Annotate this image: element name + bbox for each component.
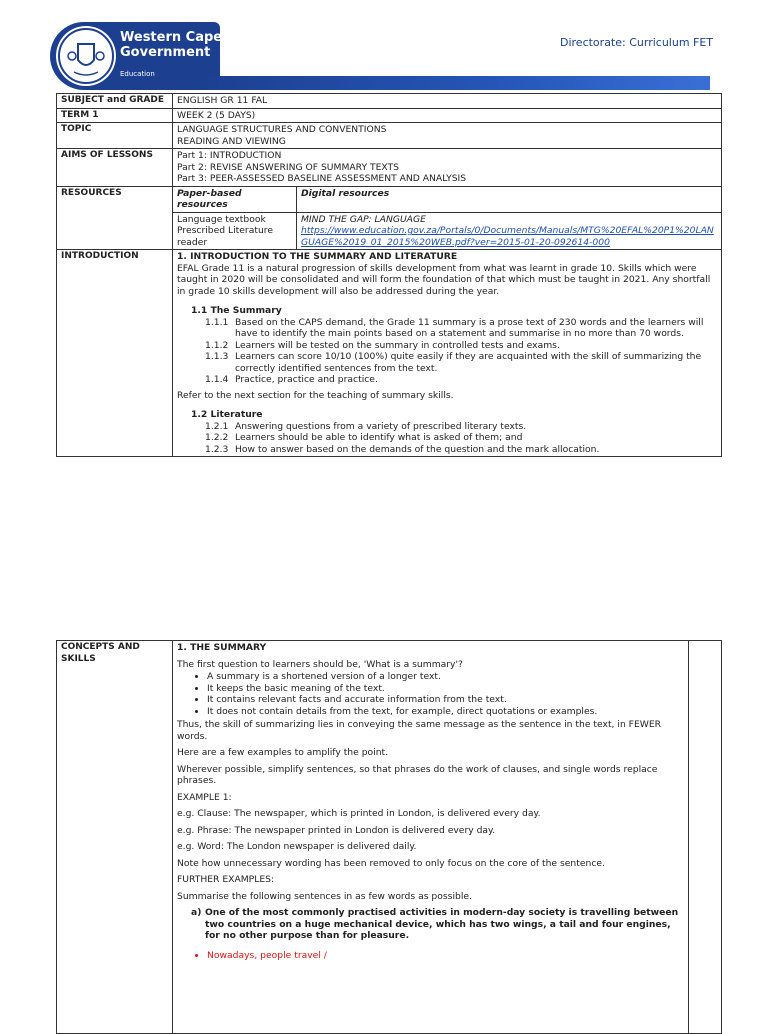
list-item: • It keeps the basic meaning of the text.	[207, 683, 684, 695]
thus-text: Thus, the skill of summarizing lies in conveying the same message as the sentence in the text, in FEWER words.	[177, 719, 662, 742]
paper-resources-heading: Paper-based resources	[173, 186, 297, 212]
logo-text-line3: Education	[120, 70, 155, 78]
summary-heading: 1. THE SUMMARY	[177, 642, 267, 653]
example1-label: EXAMPLE 1:	[177, 791, 232, 803]
example-phrase: e.g. Phrase: The newspaper printed in London is delivered every day.	[177, 824, 496, 836]
subject-label: SUBJECT and GRADE	[57, 94, 173, 109]
list-item: • A summary is a shortened version of a longer text.	[207, 671, 684, 683]
resources-label: RESOURCES	[57, 186, 173, 250]
resources-head-row	[57, 186, 722, 212]
concepts-label: CONCEPTS AND SKILLS	[57, 641, 173, 1034]
paper-resources-list	[173, 212, 297, 250]
digital-resource-title: MIND THE GAP: LANGUAGE	[301, 213, 426, 225]
list-item: 1.1.3 Learners can score 10/10 (100%) quite easily if they are acquainted with the skill of summarizing the correctly identified sentences from the text.	[205, 351, 702, 374]
question-a-label: a)	[191, 907, 202, 918]
list-item: 1.1.4 Practice, practice and practice.	[205, 374, 378, 385]
logo-text-line1: Western Cape	[120, 30, 223, 45]
examples-intro: Here are a few examples to amplify the point.	[177, 747, 389, 758]
aims-line3: Part 3: PEER-ASSESSED BASELINE ASSESSMENT AND ANALYSIS	[177, 173, 467, 184]
directorate-title: Directorate: Curriculum FET	[560, 36, 714, 49]
side-column	[689, 641, 722, 1034]
lesson-plan-table	[56, 93, 722, 457]
summary-list	[177, 317, 717, 386]
intro-paragraph: EFAL Grade 11 is a natural progression of skills development from what was learnt in grade 10. Skills which were taught in 2020 will be consolidated and will form the foundation of that which must be taught in 2021. Any shortfall in grade 10 skills development will also be addressed during the year.	[177, 262, 711, 297]
list-item: 1.2.2 Learners should be able to identify what is asked of them; and	[205, 432, 523, 443]
simplify-text: Wherever possible, simplify sentences, so that phrases do the work of clauses, and single words replace phrases.	[177, 763, 658, 786]
aims-line2: Part 2: REVISE ANSWERING OF SUMMARY TEXTS	[177, 161, 399, 173]
summary-bullet-list	[177, 671, 684, 717]
logo-text-line2: Government	[120, 45, 211, 60]
note-text: Note how unnecessary wording has been removed to only focus on the core of the sentence.	[177, 857, 605, 869]
question-a-text: One of the most commonly practised activities in modern-day society is travelling between two countries on a huge mechanical device, which has two wings, a tail and four engines, for no other purpose than for pleasure.	[205, 907, 679, 941]
topic-value	[173, 123, 722, 149]
aims-value	[173, 149, 722, 187]
introduction-content	[173, 250, 722, 457]
summary-subheading: 1.1 The Summary	[191, 305, 282, 316]
concepts-table	[56, 640, 722, 1034]
summary-question: The first question to learners should be, 'What is a summary'?	[177, 658, 463, 670]
subject-row	[57, 94, 722, 109]
list-item: • It does not contain details from the text, for example, direct quotations or examples.	[207, 706, 684, 718]
introduction-row	[57, 250, 722, 457]
literature-list	[177, 421, 717, 456]
page-header	[0, 0, 768, 92]
concepts-content	[173, 641, 689, 1034]
answer-list	[177, 950, 684, 962]
list-item: 1.2.3 How to answer based on the demands of the question and the mark allocation.	[205, 443, 600, 455]
paper-resource-item: Prescribed Literature reader	[177, 225, 273, 248]
refer-text: Refer to the next section for the teaching of summary skills.	[177, 389, 454, 401]
list-item: 1.1.2 Learners will be tested on the summary in controlled tests and exams.	[205, 339, 560, 351]
topic-label: TOPIC	[57, 123, 173, 149]
header-band	[190, 76, 710, 90]
list-item: 1.1.1 Based on the CAPS demand, the Grade 11 summary is a prose text of 230 words and the learners will have to identify the main points based on a statement and summarise in no more than 70 words.	[205, 316, 704, 339]
intro-heading: 1. INTRODUCTION TO THE SUMMARY AND LITERATURE	[177, 251, 458, 262]
term-value: WEEK 2 (5 DAYS)	[173, 108, 722, 123]
introduction-label: INTRODUCTION	[57, 250, 173, 457]
topic-row	[57, 123, 722, 149]
answer-item: • Nowadays, people travel /	[207, 950, 684, 962]
digital-resources-list	[297, 212, 722, 250]
digital-resource-link[interactable]: https://www.education.gov.za/Portals/0/Documents/Manuals/MTG%20EFAL%20P1%20LANGUAGE%2019_01_2015%20WEB.pdf?ver=2015-01-20-092614-000	[301, 225, 714, 248]
list-item: 1.2.1 Answering questions from a variety of prescribed literary texts.	[205, 420, 527, 432]
coat-of-arms-icon	[56, 26, 116, 86]
summarise-instruction: Summarise the following sentences in as few words as possible.	[177, 890, 472, 902]
term-label: TERM 1	[57, 108, 173, 123]
digital-resources-heading: Digital resources	[297, 186, 722, 212]
subject-value: ENGLISH GR 11 FAL	[173, 94, 722, 109]
term-row	[57, 108, 722, 123]
concepts-row	[57, 641, 722, 1034]
aims-label: AIMS OF LESSONS	[57, 149, 173, 187]
list-item: • It contains relevant facts and accurate information from the text.	[207, 694, 684, 706]
example-word: e.g. Word: The London newspaper is delivered daily.	[177, 841, 417, 852]
topic-line2: READING AND VIEWING	[177, 135, 286, 147]
question-a	[177, 907, 684, 942]
aims-row	[57, 149, 722, 187]
literature-subheading: 1.2 Literature	[191, 409, 263, 420]
topic-line1: LANGUAGE STRUCTURES AND CONVENTIONS	[177, 124, 387, 135]
aims-line1: Part 1: INTRODUCTION	[177, 150, 282, 161]
further-examples-label: FURTHER EXAMPLES:	[177, 874, 275, 885]
example-clause: e.g. Clause: The newspaper, which is printed in London, is delivered every day.	[177, 808, 541, 819]
paper-resource-item: Language textbook	[177, 213, 266, 225]
